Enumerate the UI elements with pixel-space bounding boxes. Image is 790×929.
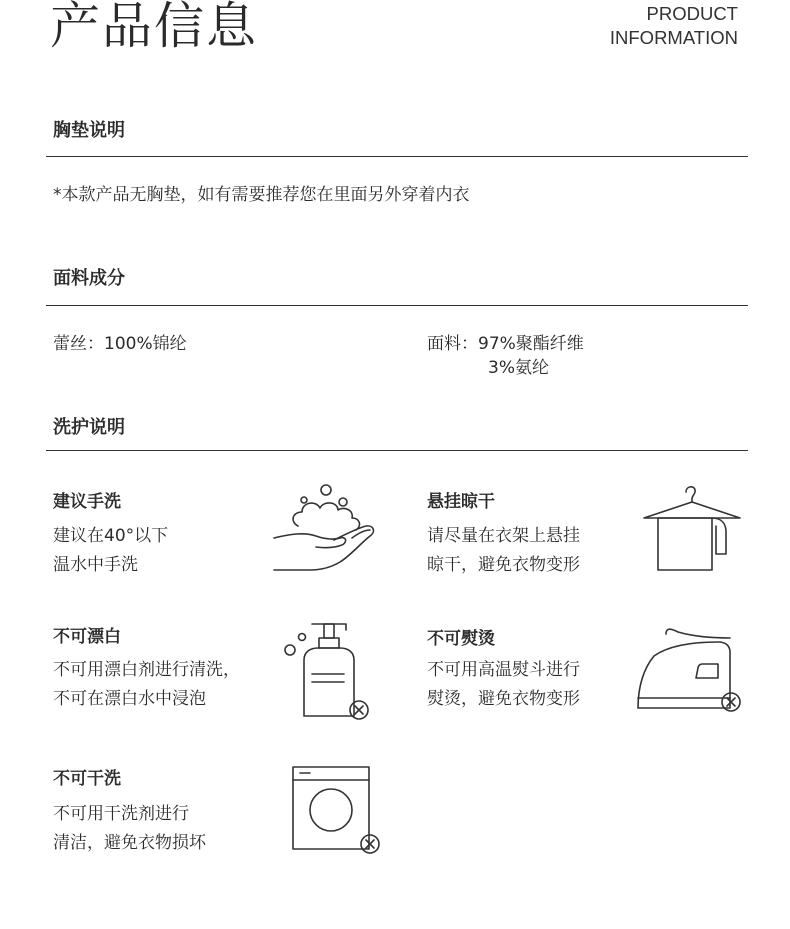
care-desc-line: 清洁，避免衣物损坏: [53, 833, 206, 853]
no-dry-clean-icon: [290, 764, 386, 860]
care-title-no-iron: 不可熨烫: [427, 629, 495, 649]
care-desc-line: 建议在40°以下: [53, 526, 169, 546]
section-divider: [46, 156, 748, 157]
section-divider: [46, 450, 748, 451]
care-title-no-dry-clean: 不可干洗: [53, 769, 121, 789]
care-desc-line: 不可用漂白剂进行清洗，: [53, 660, 240, 680]
care-desc-hang-dry: [427, 522, 580, 580]
care-desc-line: 不可在漂白水中浸泡: [53, 689, 206, 709]
fabric-composition-line2: 3%氨纶: [488, 358, 549, 378]
section-divider: [46, 305, 748, 306]
hanger-dry-icon: [640, 482, 744, 574]
title-en-line1: PRODUCT: [646, 3, 738, 24]
care-desc-line: 温水中手洗: [53, 555, 138, 575]
title-en-line2: INFORMATION: [609, 27, 738, 48]
fabric-composition-line1: 面料：97%聚酯纤维: [427, 334, 584, 354]
care-desc-hand-wash: [53, 522, 168, 580]
padding-note: *本款产品无胸垫，如有需要推荐您在里面另外穿着内衣: [53, 185, 470, 205]
care-desc-line: 不可用高温熨斗进行: [427, 660, 580, 680]
page-title: 产品信息: [50, 0, 258, 55]
care-section-heading: 洗护说明: [53, 417, 125, 438]
care-desc-no-iron: [427, 656, 580, 714]
page-title-english: [610, 2, 738, 50]
care-desc-line: 晾干，避免衣物变形: [427, 555, 580, 575]
care-title-hang-dry: 悬挂晾干: [427, 492, 495, 512]
lace-composition: 蕾丝：100%锦纶: [53, 334, 187, 354]
care-desc-no-bleach: [53, 656, 240, 714]
care-title-hand-wash: 建议手洗: [53, 492, 121, 512]
padding-section-heading: 胸垫说明: [53, 120, 125, 141]
no-iron-icon: [634, 626, 746, 716]
fabric-section-heading: 面料成分: [53, 268, 125, 289]
care-desc-line: 不可用干洗剂进行: [53, 804, 189, 824]
care-title-no-bleach: 不可漂白: [53, 627, 121, 647]
care-desc-line: 熨烫，避免衣物变形: [427, 689, 580, 709]
hand-wash-icon: [270, 482, 382, 576]
care-desc-line: 请尽量在衣架上悬挂: [427, 526, 580, 546]
care-desc-no-dry-clean: [53, 800, 206, 858]
no-bleach-icon: [282, 618, 378, 724]
